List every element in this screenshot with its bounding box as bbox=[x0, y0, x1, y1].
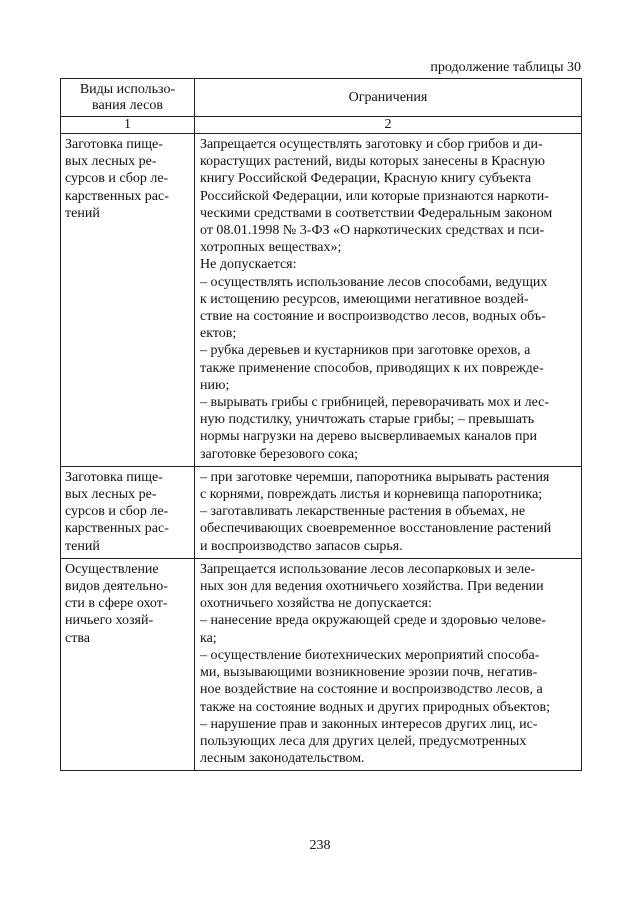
usage-type-line: сурсов и сбор ле- bbox=[65, 171, 169, 187]
column-number-1: 1 bbox=[61, 117, 195, 134]
page-number: 238 bbox=[309, 838, 331, 853]
restriction-line: – нанесение вреда окружающей среде и здоровью челове- bbox=[200, 613, 546, 629]
restriction-line: ектов; bbox=[200, 326, 237, 342]
restriction-line: Запрещается использование лесов лесопарковых и зеле- bbox=[200, 561, 536, 577]
usage-type-line: тений bbox=[65, 205, 100, 221]
restriction-line: книгу Российской Федерации, Красную книгу субъекта bbox=[200, 171, 532, 187]
restriction-line: также на состояние водных и других природных объектов; bbox=[200, 699, 550, 715]
header-usage-types-line: Виды использо- bbox=[79, 81, 176, 97]
restriction-line: – осуществлять использование лесов способами, ведущих bbox=[200, 274, 548, 290]
column-number-2: 2 bbox=[195, 117, 582, 134]
usage-type-line: Заготовка пище- bbox=[65, 137, 163, 152]
restriction-line: нормы нагрузки на дерево высверливаемых каналов при bbox=[200, 429, 538, 445]
restriction-line: ствие на состояние и воспроизводство лесов, водных объ- bbox=[200, 309, 546, 325]
restriction-line: – осуществление биотехнических мероприятий способа- bbox=[200, 647, 540, 663]
restriction-line: к истощению ресурсов, имеющими негативное воздей- bbox=[200, 291, 529, 307]
restriction-line: корастущих растений, виды которых занесены в Красную bbox=[200, 154, 545, 170]
usage-type-line: карственных рас- bbox=[65, 521, 169, 537]
row-usage-type bbox=[61, 558, 195, 770]
restriction-line: – нарушение прав и законных интересов других лиц, ис- bbox=[200, 716, 538, 732]
usage-type-line: вых лесных ре- bbox=[65, 487, 157, 503]
usage-type-line: видов деятельно- bbox=[65, 579, 168, 595]
usage-type-line: сти в сфере охот- bbox=[65, 596, 168, 612]
restriction-line: нию; bbox=[200, 377, 230, 393]
row-usage-type bbox=[61, 134, 195, 467]
restriction-line: Не допускается: bbox=[200, 257, 297, 273]
table-row bbox=[61, 466, 582, 558]
row-restrictions bbox=[195, 466, 582, 558]
restriction-line: ную подстилку, уничтожать старые грибы; – превышать bbox=[200, 412, 535, 428]
header-usage-types-line: вания лесов bbox=[92, 97, 163, 113]
restriction-line: ное воздействие на состояние и воспроизводство лесов, а bbox=[200, 682, 543, 698]
restriction-line: пользующих леса для других целей, предусмотренных bbox=[200, 733, 527, 749]
usage-type-line: тений bbox=[65, 538, 100, 554]
usage-type-line: ничьего хозяй- bbox=[65, 613, 154, 629]
restriction-line: хотропных веществах»; bbox=[200, 240, 342, 256]
restriction-line: Запрещается осуществлять заготовку и сбор грибов и ди- bbox=[200, 137, 543, 152]
restriction-line: и воспроизводство запасов сырья. bbox=[200, 538, 403, 554]
table-row bbox=[61, 558, 582, 770]
usage-type-line: ства bbox=[65, 630, 90, 646]
usage-type-line: Осуществление bbox=[65, 561, 159, 577]
restriction-line: также применение способов, приводящих к их поврежде- bbox=[200, 360, 544, 376]
usage-type-line: карственных рас- bbox=[65, 188, 169, 204]
restriction-line: – вырывать грибы с грибницей, переворачивать мох и лес- bbox=[200, 395, 550, 411]
header-usage-types bbox=[61, 79, 195, 117]
restriction-line: ных зон для ведения охотничьего хозяйства. При ведении bbox=[200, 579, 544, 595]
restriction-line: Российской Федерации, или которые признаются наркоти- bbox=[200, 188, 549, 204]
row-usage-type bbox=[61, 466, 195, 558]
restriction-line: – при заготовке черемши, папоротника вырывать растения bbox=[200, 469, 550, 485]
usage-type-line: сурсов и сбор ле- bbox=[65, 504, 169, 520]
restriction-line: охотничьего хозяйства не допускается: bbox=[200, 596, 432, 612]
restriction-line: заготовке березового сока; bbox=[200, 446, 358, 462]
table-header-row bbox=[61, 79, 582, 117]
restriction-line: от 08.01.1998 № 3-ФЗ «О наркотических средствах и пси- bbox=[200, 223, 545, 239]
restriction-line: обеспечивающих своевременное восстановление растений bbox=[200, 521, 552, 537]
header-restrictions: Ограничения bbox=[195, 79, 582, 117]
usage-type-line: вых лесных ре- bbox=[65, 154, 157, 170]
restriction-line: ческими средствами в соответствии Федеральным законом bbox=[200, 205, 553, 221]
restriction-line: – рубка деревьев и кустарников при заготовке орехов, а bbox=[200, 343, 531, 359]
restriction-line: ми, вызывающими возникновение эрозии почв, негатив- bbox=[200, 665, 538, 681]
table-row bbox=[61, 134, 582, 467]
table-column-numbers-row bbox=[61, 117, 582, 134]
table-continuation-caption: продолжение таблицы 30 bbox=[430, 60, 581, 75]
row-restrictions bbox=[195, 558, 582, 770]
row-restrictions bbox=[195, 134, 582, 467]
usage-type-line: Заготовка пище- bbox=[65, 469, 163, 485]
restriction-line: – заготавливать лекарственные растения в объемах, не bbox=[200, 504, 526, 520]
restrictions-table bbox=[60, 78, 582, 771]
restriction-line: с корнями, повреждать листья и корневища папоротника; bbox=[200, 487, 543, 503]
restriction-line: лесным законодательством. bbox=[200, 751, 365, 767]
restriction-line: ка; bbox=[200, 630, 217, 646]
